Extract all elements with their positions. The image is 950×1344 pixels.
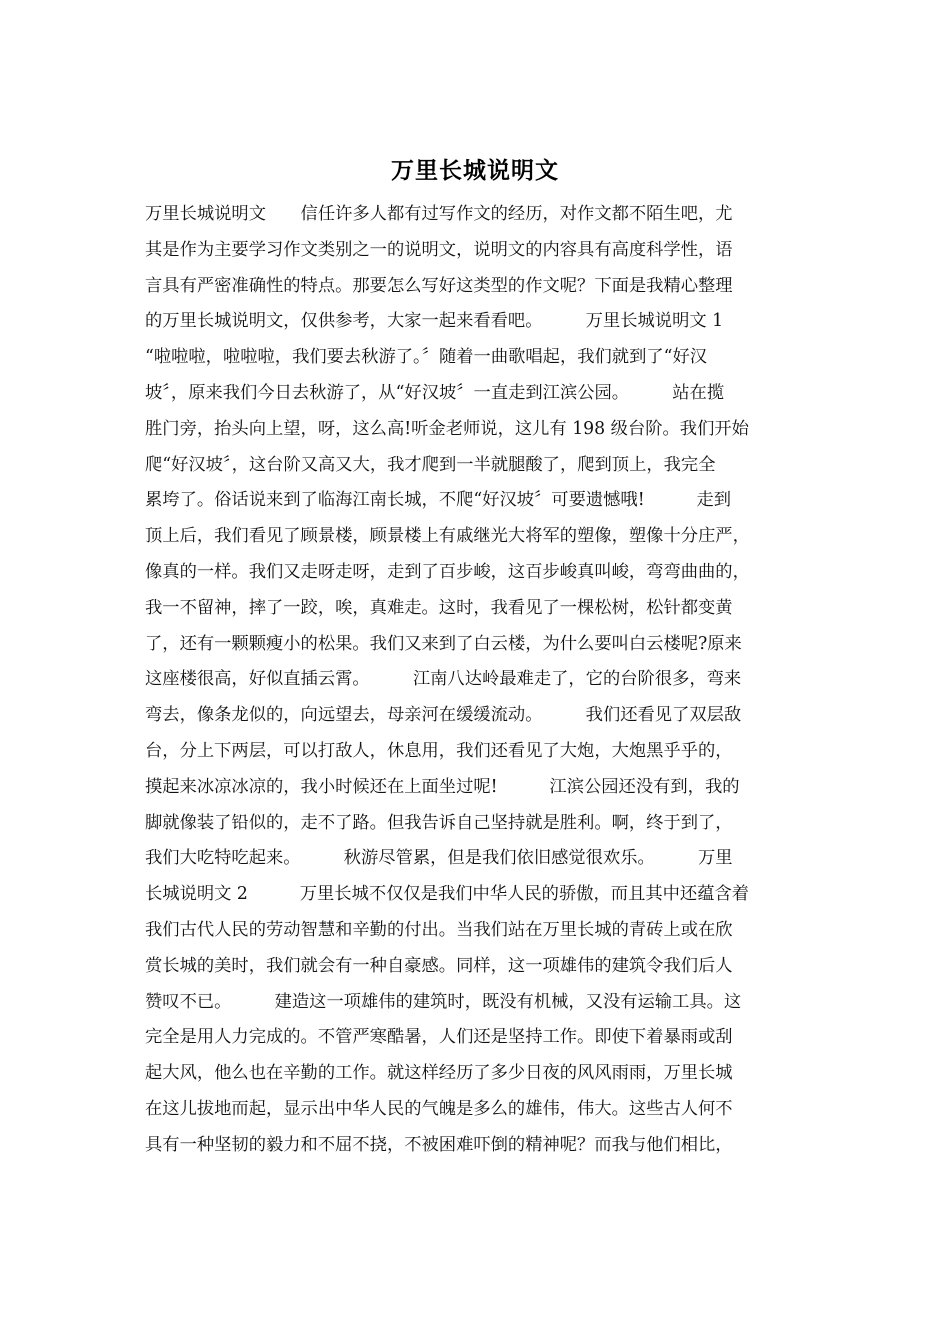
body-text-line: 这座楼很高，好似直插云霄。 江南八达岭最难走了，它的台阶很多，弯来 <box>145 669 742 690</box>
body-text-line: 顶上后，我们看见了顾景楼，顾景楼上有戚继光大将军的塑像，塑像十分庄严， <box>145 526 750 547</box>
body-text-line: 万里长城说明文 信任许多人都有过写作文的经历，对作文都不陌生吧，尤 <box>145 204 733 224</box>
body-text-line: 像真的一样。我们又走呀走呀，走到了百步峻，这百步峻真叫峻，弯弯曲曲的， <box>145 561 750 582</box>
body-text-line: 长城说明文 2 万里长城不仅仅是我们中华人民的骄傲，而且其中还蕴含着 <box>145 884 750 905</box>
body-text-line: 起大风，他么也在辛勤的工作。就这样经历了多少日夜的风风雨雨，万里长城 <box>145 1063 733 1084</box>
body-text-line: 言具有严密准确性的特点。那要怎么写好这类型的作文呢？下面是我精心整理 <box>145 275 733 296</box>
body-text-line: 我们大吃特吃起来。 秋游尽管累，但是我们依旧感觉很欢乐。 万里 <box>145 848 733 869</box>
body-text-line: 赞叹不已。 建造这一项雄伟的建筑时，既没有机械，又没有运输工具。这 <box>145 991 742 1012</box>
body-text-line: 完全是用人力完成的。不管严寒酷暑，人们还是坚持工作。即使下着暴雨或刮 <box>145 1027 733 1048</box>
document-body <box>145 197 815 1164</box>
body-text-line: 胜门旁，抬头向上望，呀，这么高!听金老师说，这儿有 198 级台阶。我们开始 <box>145 418 749 439</box>
body-text-line: 脚就像装了铅似的，走不了路。但我告诉自己坚持就是胜利。啊，终于到了， <box>145 812 733 833</box>
body-text-line: 的万里长城说明文，仅供参考，大家一起来看看吧。 万里长城说明文 1 <box>145 311 724 332</box>
body-text-line: 爬“好汉坡〞，这台阶又高又大，我才爬到一半就腿酸了，爬到顶上，我完全 <box>145 454 716 475</box>
body-text-line: 摸起来冰凉冰凉的，我小时候还在上面坐过呢! 江滨公园还没有到，我的 <box>145 776 740 797</box>
body-text-line: 在这儿拔地而起，显示出中华人民的气魄是多么的雄伟，伟大。这些古人何不 <box>145 1098 733 1119</box>
body-text-line: “啦啦啦，啦啦啦，我们要去秋游了。〞随着一曲歌唱起，我们就到了“好汉 <box>145 347 708 368</box>
body-text-line: 赏长城的美时，我们就会有一种自豪感。同样，这一项雄伟的建筑令我们后人 <box>145 955 733 976</box>
body-text-line: 其是作为主要学习作文类别之一的说明文，说明文的内容具有高度科学性，语 <box>145 239 733 260</box>
body-text-line: 弯去，像条龙似的，向远望去，母亲河在缓缓流动。 我们还看见了双层敌 <box>145 705 742 726</box>
body-text-line: 了，还有一颗颗瘦小的松果。我们又来到了白云楼，为什么要叫白云楼呢?原来 <box>145 633 742 654</box>
body-text-line: 累垮了。俗话说来到了临海江南长城，不爬“好汉坡〞可要遗憾哦! 走到 <box>145 490 732 511</box>
document-title: 万里长城说明文 <box>391 157 559 184</box>
body-text-line: 我一不留神，摔了一跤，唉，真难走。这时，我看见了一棵松树，松针都变黄 <box>145 597 733 618</box>
body-text-line: 我们古代人民的劳动智慧和辛勤的付出。当我们站在万里长城的青砖上或在欣 <box>145 919 733 940</box>
body-text-line: 台，分上下两层，可以打敌人，休息用，我们还看见了大炮，大炮黑乎乎的， <box>145 740 733 761</box>
body-text-line: 具有一种坚韧的毅力和不屈不挠，不被困难吓倒的精神呢？而我与他们相比， <box>145 1134 733 1155</box>
body-text-line: 坡〞，原来我们今日去秋游了，从“好汉坡〞一直走到江滨公园。 站在揽 <box>145 382 725 403</box>
